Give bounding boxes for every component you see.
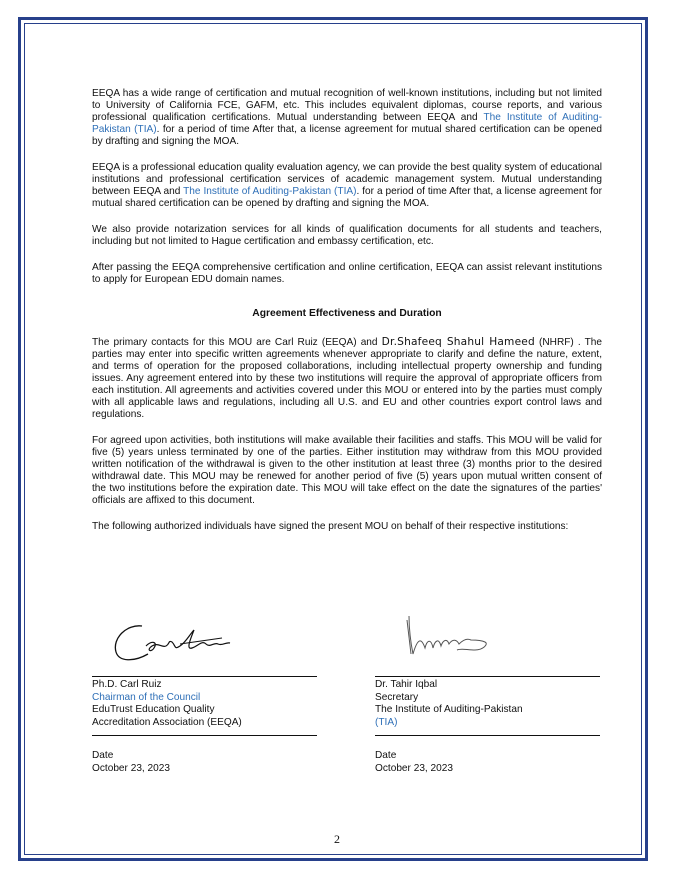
signer-org-right-1: The Institute of Auditing-Pakistan <box>375 704 523 716</box>
signer-org-left-2: Accreditation Association (EEQA) <box>92 716 242 728</box>
signer-title-left: Chairman of the Council <box>92 691 201 703</box>
section-heading: Agreement Effectiveness and Duration <box>252 308 442 319</box>
page-number: 2 <box>334 832 340 846</box>
signer-org-right-2: (TIA) <box>375 716 398 728</box>
date-line-right <box>375 735 600 736</box>
paragraph-signers-intro: The following authorized individuals have signed the present MOU on behalf of their respective institutions: <box>92 521 569 532</box>
date-label-left: Date <box>92 750 114 761</box>
signer-org-left-1: EduTrust Education Quality <box>92 704 215 716</box>
date-line-left <box>92 735 317 736</box>
signature-carl-ruiz <box>92 618 322 676</box>
tia-link-1: The Institute of Auditing-Pakistan (TIA) <box>92 112 602 135</box>
signature-tahir-iqbal <box>375 610 605 676</box>
date-block-right <box>375 735 600 775</box>
paragraph-recognition: EEQA has a wide range of certification and mutual recognition of well-known institutions, including but not limited to University of California FCE, GAFM, etc. This includes equivalent diplomas, course reports, and various professional qualification certifications. Mutual understanding between EEQA and The Institute of Auditing-Pakistan (TIA). for a period of time After that, a license agreement for mutual shared certification can be opened by drafting and signing the MOA. <box>92 88 602 147</box>
paragraph-edu-domain: After passing the EEQA comprehensive certification and online certification, EEQA can assist relevant institutions to apply for European EDU domain names. <box>92 262 602 285</box>
paragraph-validity: For agreed upon activities, both institutions will make available their facilities and staffs. This MOU will be valid for five (5) years unless terminated by one of the parties. Either institution may withdraw from this MOU provided written notification of the withdrawal is given to the other institution at least three (3) months prior to the desired withdrawal date. This MOU may be renewed for another period of five (5) years upon mutual written consent of the two institutions before the expiration date. This MOU will take effect on the date the signatures of the parties' officials are affixed to this document. <box>92 435 602 506</box>
document-body <box>92 88 602 547</box>
paragraph-contacts: The primary contacts for this MOU are Carl Ruiz (EEQA) and Dr.Shafeeq Shahul Hameed (NHRF) . The parties may enter into specific written agreements whenever appropriate to clarify and define the nature, extent, and terms of operation for the proposed collaborations, including intellectual property ownership and funding issues. Any agreement entered into by these two institutions will require the approval of appropriate officers from each institution. All agreements and activities covered under this MOU or entered into by the parties must comply with all applicable laws and regulations, including all U.S. and EU and other countries export control laws and regulations. <box>92 336 603 420</box>
signature-line-left <box>92 676 317 677</box>
paragraph-agency: EEQA is a professional education quality evaluation agency, we can provide the best quality system of educational institutions and professional certification services of academic management system. Mutual understanding between EEQA and The Institute of Auditing-Pakistan (TIA). for a period of time After that, a license agreement for mutual shared certification can be opened by drafting and signing the MOA. <box>92 162 603 209</box>
date-value-right: October 23, 2023 <box>375 762 453 774</box>
contact-name: Dr.Shafeeq Shahul Hameed <box>381 336 535 348</box>
tia-link-2: The Institute of Auditing-Pakistan (TIA) <box>183 186 357 197</box>
date-label-right: Date <box>375 750 397 761</box>
date-value-left: October 23, 2023 <box>92 762 170 774</box>
signature-block-left <box>92 618 322 729</box>
signer-title-right: Secretary <box>375 691 419 703</box>
paragraph-notarization: We also provide notarization services for all kinds of qualification documents for all students and teachers, including but not limited to Hague certification and embassy certification, etc. <box>92 224 602 247</box>
signature-line-right <box>375 676 600 677</box>
signer-name-right: Dr. Tahir Iqbal <box>375 679 438 690</box>
date-block-left <box>92 735 317 775</box>
signer-name-left: Ph.D. Carl Ruiz <box>92 679 162 690</box>
signature-block-right <box>375 610 605 729</box>
